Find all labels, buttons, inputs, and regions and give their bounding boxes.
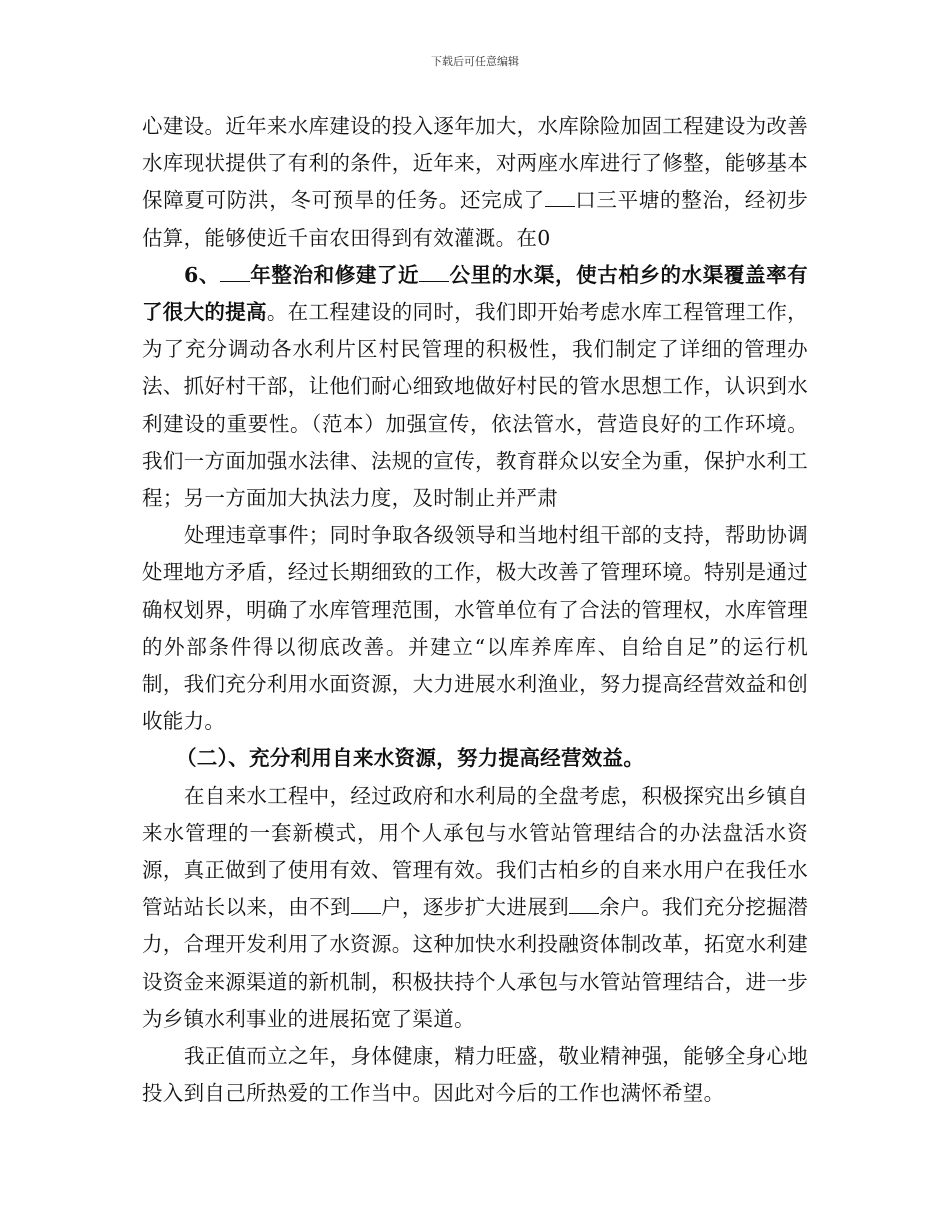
- paragraph-2-bold-a: 6、: [184, 262, 220, 287]
- paragraph-2-bold-c: 公里的水渠，使古柏乡的水渠覆盖率有了很大的提高: [142, 262, 808, 325]
- paragraph-4-text-a: 在自来水工程中，经过政府和水利局的全盘考虑，积极探究出乡镇自来水管理的一套新模式，用个人承包与水管站管理结合的办法盘活水资源，真正做到了使用有效、管理有效。我们古柏乡的自来水用户在我任水管站站长以来，由不到: [142, 783, 808, 920]
- blank-line: [545, 186, 575, 208]
- paragraph-4-text-c: 余户。我们充分挖掘潜力，合理开发利用了水资源。这种加快水利投融资体制改革，拓宽水利建设资金来源渠道的新机制，积极扶持个人承包与水管站管理结合，进一步为乡镇水利事业的进展拓宽了渠道。: [142, 895, 809, 1031]
- blank-line: [419, 260, 449, 282]
- section-heading: （二）、充分利用自来水资源，努力提高经营效益。: [176, 746, 645, 771]
- blank-line: [220, 260, 250, 282]
- paragraph-5: 我正值而立之年，身体健康，精力旺盛，敬业精神强，能够全身心地投入到自己所热爱的工作当中。因此对今后的工作也满怀希望。: [142, 1044, 808, 1106]
- paragraph-3: 处理违章事件；同时争取各级领导和当地村组干部的支持，帮助协调处理地方矛盾，经过长期细致的工作，极大改善了管理环境。特别是通过确权划界，明确了水库管理范围，水管单位有了合法的管理权，水库管理的外部条件得以彻底改善。并建立“以库养库库、自给自足”的运行机制，我们充分利用水面资源，大力进展水利渔业，努力提高经营效益和创收能力。: [142, 523, 808, 734]
- paragraph-1: [142, 108, 808, 257]
- paragraph-1-text-b: 口三平塘的整治，经初步估算，能够使近千亩农田得到有效灌溉。在0: [142, 188, 808, 250]
- paragraph-2-text: 。在工程建设的同时，我们即开始考虑水库工程管理工作，为了充分调动各水利片区村民管理的积极性，我们制定了详细的管理办法、抓好村干部，让他们耐心细致地做好村民的管水思想工作，认识到水利建设的重要性。（范本）加强宣传，依法管水，营造良好的工作环境。我们一方面加强水法律、法规的宣传，教育群众以安全为重，保护水利工程；另一方面加大执法力度，及时制止并严肃: [142, 300, 808, 511]
- blank-line: [569, 893, 599, 915]
- paragraph-4: [142, 778, 808, 1038]
- document-body: [142, 108, 808, 1112]
- paragraph-1-text: 心建设。近年来水库建设的投入逐年加大，水库除险加固工程建设为改善水库现状提供了有利的条件，近年来，对两座水库进行了修整，能够基本保障夏可防洪，冬可预旱的任务。还完成了: [142, 114, 808, 213]
- paragraph-2-bold-b: 年整治和修建了近: [249, 262, 420, 287]
- paragraph-4-text-b: 户，逐步扩大进展到: [380, 895, 570, 920]
- page-header: 下载后可任意编辑: [431, 55, 519, 68]
- paragraph-2: [142, 257, 808, 517]
- blank-line: [351, 893, 381, 915]
